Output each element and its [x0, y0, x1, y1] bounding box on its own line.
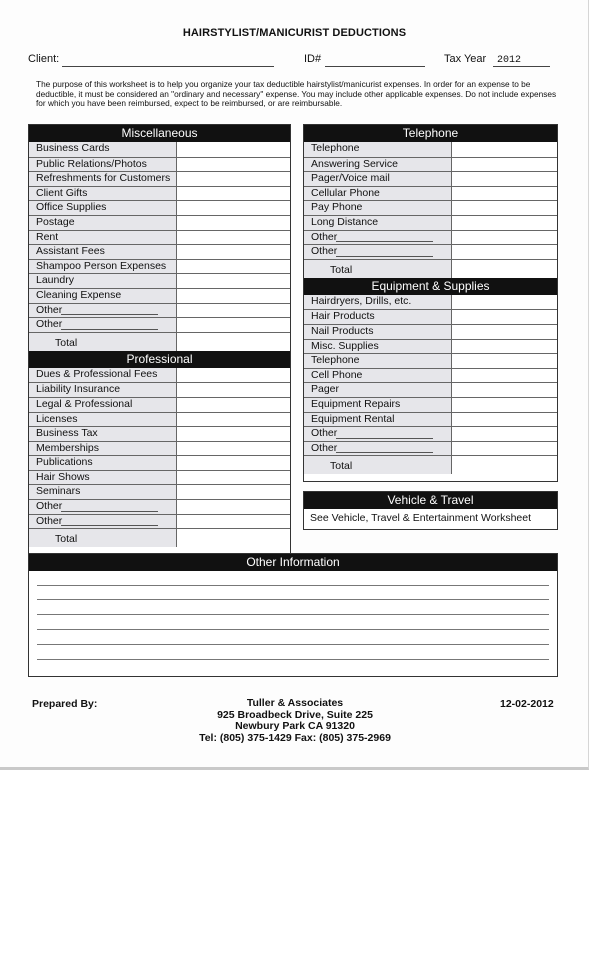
- equipment-amount-field[interactable]: [452, 413, 557, 427]
- equipment-row: [304, 309, 557, 324]
- miscellaneous-row: [29, 317, 290, 332]
- miscellaneous-item-label: Rent: [29, 231, 177, 245]
- equipment-row: [304, 412, 557, 427]
- other-description-line[interactable]: [336, 452, 433, 453]
- telephone-rows: [304, 142, 557, 278]
- company-city: Newbury Park CA 91320: [235, 720, 355, 732]
- telephone-row: [304, 215, 557, 230]
- miscellaneous-amount-field[interactable]: [177, 231, 290, 245]
- professional-amount-field[interactable]: [177, 398, 290, 412]
- professional-amount-field[interactable]: [177, 471, 290, 485]
- telephone-amount-field[interactable]: [452, 245, 557, 259]
- miscellaneous-item-label: Other: [29, 318, 177, 332]
- telephone-row: [304, 230, 557, 245]
- right-column: [303, 124, 558, 482]
- miscellaneous-item-label: Office Supplies: [29, 201, 177, 215]
- equipment-amount-field[interactable]: [452, 427, 557, 441]
- other-description-line[interactable]: [61, 525, 158, 526]
- other-description-line[interactable]: [61, 511, 158, 512]
- professional-row: [29, 382, 290, 397]
- miscellaneous-amount-field[interactable]: [177, 274, 290, 288]
- miscellaneous-row: [29, 142, 290, 157]
- telephone-item-label: Answering Service: [304, 158, 452, 172]
- miscellaneous-item-label: Laundry: [29, 274, 177, 288]
- tax-year-field[interactable]: [493, 66, 550, 67]
- professional-row: [29, 426, 290, 441]
- vehicle-section: [303, 491, 558, 530]
- professional-row: [29, 455, 290, 470]
- miscellaneous-item-label: Public Relations/Photos: [29, 158, 177, 172]
- equipment-amount-field[interactable]: [452, 369, 557, 383]
- company-phones: Tel: (805) 375-1429 Fax: (805) 375-2969: [199, 731, 391, 744]
- professional-heading: Professional: [29, 351, 290, 368]
- info-line[interactable]: [37, 659, 549, 660]
- miscellaneous-item-label: Other: [29, 304, 177, 318]
- telephone-amount-field[interactable]: [452, 216, 557, 230]
- page-title: HAIRSTYLIST/MANICURIST DEDUCTIONS: [182, 27, 407, 39]
- miscellaneous-amount-field[interactable]: [177, 245, 290, 259]
- equipment-total-row: [304, 455, 557, 474]
- company-name: Tuller & Associates: [246, 697, 344, 709]
- telephone-amount-field[interactable]: [452, 231, 557, 245]
- professional-total-field[interactable]: [177, 529, 290, 547]
- vehicle-heading: Vehicle & Travel: [304, 492, 557, 509]
- professional-row: [29, 499, 290, 514]
- miscellaneous-row: [29, 200, 290, 215]
- professional-total-row: [29, 528, 290, 547]
- professional-amount-field[interactable]: [177, 383, 290, 397]
- equipment-amount-field[interactable]: [452, 340, 557, 354]
- equipment-row: [304, 441, 557, 456]
- professional-row: [29, 397, 290, 412]
- purpose-paragraph: The purpose of this worksheet is to help you organize your tax deductible hairstylist/manicurist expenses. In order for an expense to be deductible, it must be considered an "ordinary and necessary" expense. You may include other applicable expenses. Do not include expenses for which you have been reimbursed, expect to be reimbursed, or are reimbursable.: [36, 79, 557, 109]
- professional-amount-field[interactable]: [177, 368, 290, 383]
- equipment-total-label: Total: [304, 456, 452, 474]
- professional-amount-field[interactable]: [177, 442, 290, 456]
- equipment-heading: Equipment & Supplies: [304, 278, 557, 295]
- equipment-row: [304, 382, 557, 397]
- other-description-line[interactable]: [61, 329, 158, 330]
- info-line[interactable]: [37, 585, 549, 586]
- professional-amount-field[interactable]: [177, 413, 290, 427]
- miscellaneous-item-label: Client Gifts: [29, 187, 177, 201]
- telephone-row: [304, 142, 557, 157]
- id-field[interactable]: [325, 66, 425, 67]
- telephone-row: [304, 244, 557, 259]
- miscellaneous-row: [29, 215, 290, 230]
- telephone-row: [304, 186, 557, 201]
- miscellaneous-amount-field[interactable]: [177, 201, 290, 215]
- professional-item-label: Seminars: [29, 485, 177, 499]
- equipment-amount-field[interactable]: [452, 442, 557, 456]
- telephone-total-row: [304, 259, 557, 278]
- equipment-row: [304, 397, 557, 412]
- equipment-item-label: Equipment Rental: [304, 413, 452, 427]
- miscellaneous-item-label: Cleaning Expense: [29, 289, 177, 303]
- equipment-item-label: Nail Products: [304, 325, 452, 339]
- equipment-item-label: Hair Products: [304, 310, 452, 324]
- tax-year-label: Tax Year: [444, 53, 487, 65]
- professional-row: [29, 412, 290, 427]
- equipment-item-label: Other: [304, 442, 452, 456]
- telephone-item-label: Long Distance: [304, 216, 452, 230]
- professional-item-label: Other: [29, 515, 177, 529]
- miscellaneous-item-label: Refreshments for Customers: [29, 172, 177, 186]
- miscellaneous-total-field[interactable]: [177, 333, 290, 351]
- telephone-total-label: Total: [304, 260, 452, 278]
- telephone-item-label: Pager/Voice mail: [304, 172, 452, 186]
- miscellaneous-row: [29, 303, 290, 318]
- equipment-amount-field[interactable]: [452, 398, 557, 412]
- equipment-item-label: Other: [304, 427, 452, 441]
- professional-row: [29, 441, 290, 456]
- info-line[interactable]: [37, 614, 549, 615]
- professional-item-label: Business Tax: [29, 427, 177, 441]
- telephone-total-field[interactable]: [452, 260, 557, 278]
- telephone-row: [304, 200, 557, 215]
- telephone-item-label: Other: [304, 231, 452, 245]
- miscellaneous-total-row: [29, 332, 290, 351]
- miscellaneous-amount-field[interactable]: [177, 187, 290, 201]
- equipment-row: [304, 295, 557, 310]
- miscellaneous-row: [29, 186, 290, 201]
- other-information-section: [28, 553, 558, 677]
- equipment-row: [304, 339, 557, 354]
- miscellaneous-row: [29, 288, 290, 303]
- telephone-item-label: Telephone: [304, 142, 452, 157]
- miscellaneous-row: [29, 244, 290, 259]
- prepared-date: 12-02-2012: [500, 698, 554, 710]
- professional-row: [29, 368, 290, 383]
- other-description-line[interactable]: [61, 314, 158, 315]
- info-line[interactable]: [37, 629, 549, 630]
- info-line[interactable]: [37, 644, 549, 645]
- equipment-total-field[interactable]: [452, 456, 557, 474]
- client-label: Client:: [28, 53, 60, 65]
- equipment-amount-field[interactable]: [452, 310, 557, 324]
- equipment-row: [304, 426, 557, 441]
- equipment-item-label: Cell Phone: [304, 369, 452, 383]
- equipment-row: [304, 353, 557, 368]
- professional-item-label: Licenses: [29, 413, 177, 427]
- telephone-item-label: Pay Phone: [304, 201, 452, 215]
- miscellaneous-rows: [29, 142, 290, 351]
- miscellaneous-amount-field[interactable]: [177, 289, 290, 303]
- telephone-amount-field[interactable]: [452, 142, 557, 157]
- professional-item-label: Publications: [29, 456, 177, 470]
- professional-item-label: Dues & Professional Fees: [29, 368, 177, 383]
- other-description-line[interactable]: [336, 256, 433, 257]
- equipment-amount-field[interactable]: [452, 383, 557, 397]
- equipment-row: [304, 324, 557, 339]
- telephone-row: [304, 171, 557, 186]
- professional-amount-field[interactable]: [177, 456, 290, 470]
- telephone-amount-field[interactable]: [452, 172, 557, 186]
- professional-amount-field[interactable]: [177, 515, 290, 529]
- telephone-item-label: Cellular Phone: [304, 187, 452, 201]
- miscellaneous-amount-field[interactable]: [177, 172, 290, 186]
- equipment-item-label: Telephone: [304, 354, 452, 368]
- equipment-item-label: Misc. Supplies: [304, 340, 452, 354]
- miscellaneous-heading: Miscellaneous: [29, 125, 290, 142]
- miscellaneous-amount-field[interactable]: [177, 142, 290, 157]
- id-label: ID#: [304, 53, 322, 65]
- company-address: 925 Broadbeck Drive, Suite 225: [217, 708, 373, 721]
- equipment-item-label: Pager: [304, 383, 452, 397]
- client-field[interactable]: [62, 66, 274, 67]
- miscellaneous-amount-field[interactable]: [177, 304, 290, 318]
- equipment-amount-field[interactable]: [452, 354, 557, 368]
- info-line[interactable]: [37, 599, 549, 600]
- professional-amount-field[interactable]: [177, 427, 290, 441]
- miscellaneous-row: [29, 273, 290, 288]
- other-information-heading: Other Information: [29, 554, 557, 571]
- telephone-row: [304, 157, 557, 172]
- professional-row: [29, 484, 290, 499]
- equipment-row: [304, 368, 557, 383]
- telephone-amount-field[interactable]: [452, 201, 557, 215]
- professional-item-label: Legal & Professional: [29, 398, 177, 412]
- miscellaneous-item-label: Business Cards: [29, 142, 177, 157]
- preparer-block: [150, 698, 440, 744]
- professional-row: [29, 514, 290, 529]
- telephone-heading: Telephone: [304, 125, 557, 142]
- other-description-line[interactable]: [336, 438, 433, 439]
- professional-item-label: Other: [29, 500, 177, 514]
- professional-item-label: Hair Shows: [29, 471, 177, 485]
- miscellaneous-row: [29, 157, 290, 172]
- vehicle-note: See Vehicle, Travel & Entertainment Worksheet: [310, 512, 532, 524]
- professional-amount-field[interactable]: [177, 500, 290, 514]
- telephone-amount-field[interactable]: [452, 158, 557, 172]
- miscellaneous-amount-field[interactable]: [177, 318, 290, 332]
- other-description-line[interactable]: [336, 241, 433, 242]
- equipment-amount-field[interactable]: [452, 295, 557, 310]
- miscellaneous-amount-field[interactable]: [177, 216, 290, 230]
- equipment-item-label: Equipment Repairs: [304, 398, 452, 412]
- telephone-item-label: Other: [304, 245, 452, 259]
- miscellaneous-total-label: Total: [29, 333, 177, 351]
- equipment-rows: [304, 295, 557, 475]
- professional-item-label: Memberships: [29, 442, 177, 456]
- miscellaneous-amount-field[interactable]: [177, 158, 290, 172]
- equipment-item-label: Hairdryers, Drills, etc.: [304, 295, 452, 310]
- professional-total-label: Total: [29, 529, 177, 547]
- miscellaneous-amount-field[interactable]: [177, 260, 290, 274]
- professional-rows: [29, 368, 290, 548]
- professional-row: [29, 470, 290, 485]
- left-column: [28, 124, 291, 554]
- miscellaneous-row: [29, 171, 290, 186]
- tax-year-value: 2012: [497, 55, 522, 66]
- equipment-amount-field[interactable]: [452, 325, 557, 339]
- professional-amount-field[interactable]: [177, 485, 290, 499]
- miscellaneous-row: [29, 259, 290, 274]
- professional-item-label: Liability Insurance: [29, 383, 177, 397]
- telephone-amount-field[interactable]: [452, 187, 557, 201]
- miscellaneous-item-label: Shampoo Person Expenses: [29, 260, 177, 274]
- miscellaneous-row: [29, 230, 290, 245]
- miscellaneous-item-label: Postage: [29, 216, 177, 230]
- miscellaneous-item-label: Assistant Fees: [29, 245, 177, 259]
- prepared-by-label: Prepared By:: [32, 698, 98, 710]
